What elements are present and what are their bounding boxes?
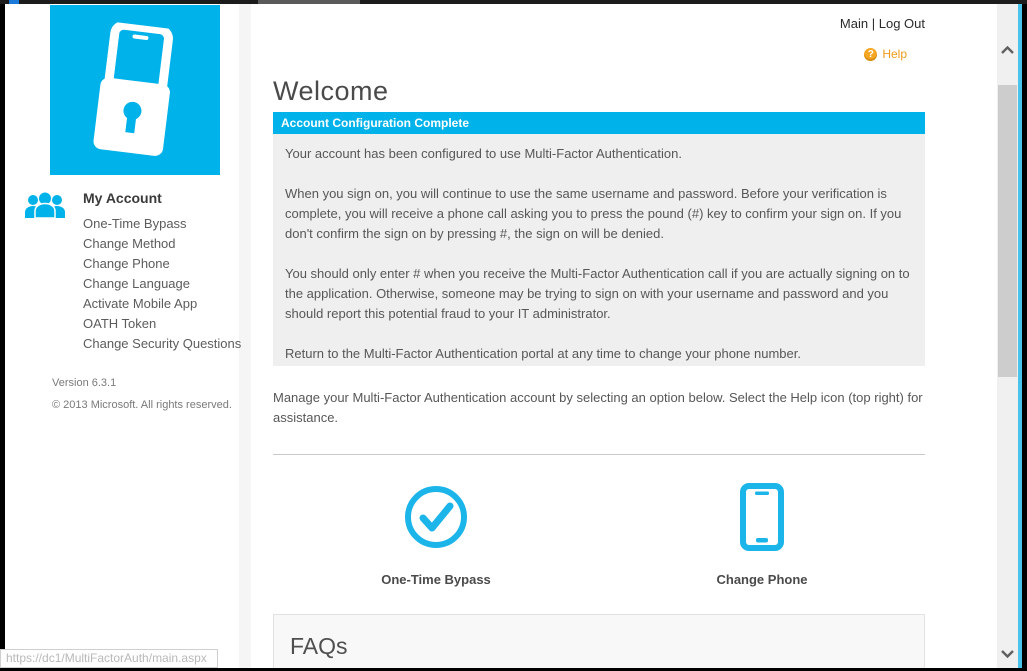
faq-title: FAQs bbox=[290, 633, 348, 659]
people-group-icon bbox=[25, 192, 65, 218]
sidebar-footer bbox=[52, 372, 237, 416]
scroll-down-button[interactable] bbox=[997, 644, 1018, 664]
help-icon: ? bbox=[864, 48, 877, 61]
info-paragraph: When you sign on, you will continue to use the same username and password. Before your verification is complete, you will receive a phone call asking you to press the pound (#) key to confirm your sign on. If you don't confirm the sign on by pressing #, the sign on will be denied. bbox=[285, 186, 902, 241]
main-content bbox=[273, 4, 925, 668]
phone-lock-icon bbox=[72, 19, 197, 161]
mfa-logo bbox=[50, 5, 220, 175]
sidebar-item-change-language[interactable]: Change Language bbox=[83, 276, 190, 291]
help-button[interactable] bbox=[864, 47, 907, 61]
sidebar-nav bbox=[83, 214, 241, 354]
window-border-accent bbox=[1018, 4, 1022, 668]
action-tiles bbox=[273, 476, 925, 587]
sidebar bbox=[5, 4, 245, 668]
info-paragraph: Return to the Multi-Factor Authentication portal at any time to change your phone number. bbox=[285, 346, 801, 361]
faq-section[interactable] bbox=[273, 614, 925, 668]
status-banner: Account Configuration Complete bbox=[273, 112, 925, 134]
sidebar-item-change-phone[interactable]: Change Phone bbox=[83, 256, 170, 271]
scrollbar-thumb[interactable] bbox=[998, 85, 1017, 377]
scroll-up-button[interactable] bbox=[997, 40, 1018, 60]
nav-separator: | bbox=[871, 16, 876, 31]
page-content bbox=[5, 4, 1018, 668]
info-paragraph: Your account has been configured to use Multi-Factor Authentication. bbox=[285, 146, 682, 161]
copyright-label: © 2013 Microsoft. All rights reserved. bbox=[52, 399, 232, 411]
change-phone-tile[interactable] bbox=[662, 476, 862, 587]
logout-link[interactable]: Log Out bbox=[878, 16, 925, 31]
one-time-bypass-tile[interactable] bbox=[336, 476, 536, 587]
section-divider bbox=[273, 454, 925, 455]
sidebar-item-activate-mobile-app[interactable]: Activate Mobile App bbox=[83, 296, 198, 311]
account-section bbox=[25, 190, 242, 354]
check-circle-icon bbox=[404, 485, 468, 549]
info-box bbox=[273, 134, 925, 366]
help-label: Help bbox=[882, 47, 907, 61]
change-phone-label: Change Phone bbox=[716, 572, 808, 587]
sidebar-section-my-account[interactable]: My Account bbox=[83, 190, 162, 206]
vertical-scrollbar[interactable] bbox=[997, 4, 1018, 668]
statusbar-url-tooltip: https://dc1/MultiFactorAuth/main.aspx bbox=[0, 649, 218, 668]
sidebar-item-one-time-bypass[interactable]: One-Time Bypass bbox=[83, 216, 187, 231]
sidebar-item-change-method[interactable]: Change Method bbox=[83, 236, 176, 251]
chevron-up-icon bbox=[1001, 46, 1014, 54]
one-time-bypass-label: One-Time Bypass bbox=[381, 572, 491, 587]
version-label: Version 6.3.1 bbox=[52, 377, 117, 389]
sidebar-item-change-security-questions[interactable]: Change Security Questions bbox=[83, 336, 242, 351]
smartphone-icon bbox=[740, 483, 784, 551]
sidebar-item-oath-token[interactable]: OATH Token bbox=[83, 316, 157, 331]
chevron-down-icon bbox=[1001, 650, 1014, 658]
info-paragraph: You should only enter # when you receive the Multi-Factor Authentication call if you are actually signing on to the application. Otherwise, someone may be trying to sign on with your username and password and you should report this potential fraud to your IT administrator. bbox=[285, 266, 910, 321]
page-title: Welcome bbox=[273, 76, 389, 106]
top-navigation bbox=[840, 16, 925, 31]
manage-instructions: Manage your Multi-Factor Authentication account by selecting an option below. Select the Help icon (top right) for assistance. bbox=[273, 390, 923, 425]
main-link[interactable]: Main bbox=[839, 16, 869, 31]
